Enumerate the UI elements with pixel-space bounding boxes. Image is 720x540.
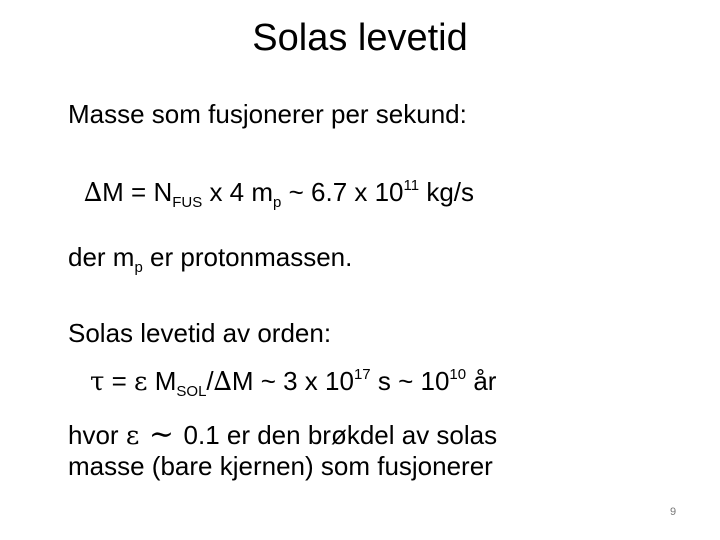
intro-text: Masse som fusjonerer per sekund: xyxy=(68,99,467,129)
exponent-11: 11 xyxy=(403,177,420,194)
mass-m: M xyxy=(147,366,177,396)
formula2-approx1: M ~ 3 x 10 xyxy=(231,366,354,396)
lifetime-heading: Solas levetid av orden: xyxy=(68,318,332,348)
explanation-line-2: masse (bare kjernen) som fusjonerer xyxy=(68,451,493,481)
delta-symbol-2: ∆ xyxy=(213,367,232,397)
formula2-unit: år xyxy=(466,366,497,396)
formula2-approx2: s ~ 10 xyxy=(370,366,450,396)
mass-rate-formula xyxy=(84,175,474,210)
subscript-fus: FUS xyxy=(172,194,203,211)
subscript-p: p xyxy=(273,194,282,211)
tilde-symbol: ∼ xyxy=(139,417,184,452)
delta-symbol: ∆ xyxy=(84,178,103,208)
note-suffix: er protonmassen. xyxy=(142,242,353,272)
exponent-10: 10 xyxy=(449,366,467,383)
explanation-rest-1: 0.1 er den brøkdel av solas xyxy=(183,420,498,450)
tau-symbol: τ xyxy=(90,367,105,397)
page-number: 9 xyxy=(669,506,677,518)
slash: / xyxy=(206,366,214,396)
subscript-sol: SOL xyxy=(176,383,207,400)
equals-sign: = xyxy=(104,366,135,396)
formula1-lhs: M = N xyxy=(102,177,173,207)
exponent-17: 17 xyxy=(353,366,371,383)
lifetime-formula xyxy=(90,364,496,399)
formula1-approx: ~ 6.7 x 10 xyxy=(281,177,404,207)
epsilon-symbol-2: ε xyxy=(125,421,140,451)
note-subscript-p: p xyxy=(134,259,143,276)
formula1-unit: kg/s xyxy=(419,177,475,207)
formula1-mid: x 4 m xyxy=(202,177,274,207)
slide-title: Solas levetid xyxy=(252,17,468,59)
note-prefix: der m xyxy=(68,242,135,272)
proton-mass-note xyxy=(68,240,352,274)
hvor-word: hvor xyxy=(68,420,126,450)
epsilon-symbol: ε xyxy=(134,367,148,397)
explanation-line-1 xyxy=(68,418,497,453)
